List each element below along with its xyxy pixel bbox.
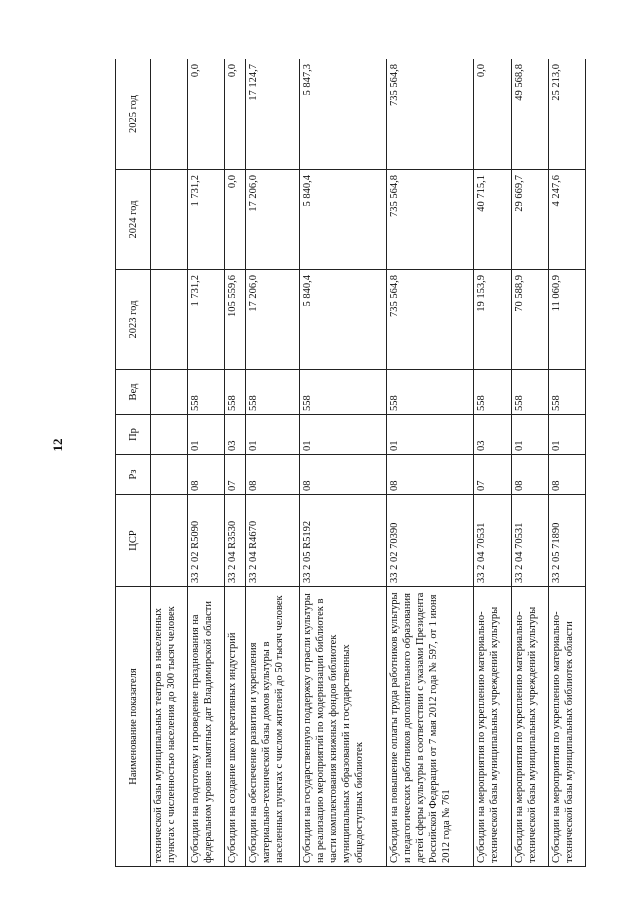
header-pr: Пр xyxy=(116,415,151,455)
cell-y2025: 49 568,8 xyxy=(511,59,548,170)
cell-name: Субсидии на повышение оплаты труда работников культуры и педагогических работников дополнительного образования детей сферы культуры в соответствии с указами Президента Российской Федерации от 7 мая 2012 года № 597, от 1 июня 2012 года № 761 xyxy=(387,587,474,867)
cell-ved xyxy=(151,370,188,415)
header-ved: Вед xyxy=(116,370,151,415)
cell-name: технической базы муниципальных театров в населенных пунктах с численностью населения до 300 тысяч человек xyxy=(151,587,188,867)
cell-pr: 03 xyxy=(474,415,511,455)
cell-y2023: 17 206,0 xyxy=(245,270,299,370)
cell-rz: 08 xyxy=(245,455,299,495)
cell-ved: 558 xyxy=(548,370,585,415)
header-2023: 2023 год xyxy=(116,270,151,370)
cell-rz: 08 xyxy=(188,455,225,495)
cell-name: Субсидии на мероприятия по укреплению материально-технической базы муниципальных учреждений культуры xyxy=(511,587,548,867)
cell-pr: 01 xyxy=(299,415,386,455)
cell-rz: 07 xyxy=(225,455,246,495)
cell-pr: 01 xyxy=(387,415,474,455)
cell-name: Субсидии на подготовку и проведение празднования на федеральном уровне памятных дат Владимирской области xyxy=(188,587,225,867)
rotated-table-area xyxy=(115,59,586,867)
table-row xyxy=(188,59,225,867)
cell-y2025: 25 213,0 xyxy=(548,59,585,170)
table-row xyxy=(151,59,188,867)
cell-rz: 08 xyxy=(511,455,548,495)
cell-y2023: 1 731,2 xyxy=(188,270,225,370)
header-row xyxy=(116,59,151,867)
cell-ved: 558 xyxy=(188,370,225,415)
budget-table xyxy=(115,59,586,867)
cell-name: Субсидии на создание школ креативных индустрий xyxy=(225,587,246,867)
table-row xyxy=(548,59,585,867)
cell-y2023 xyxy=(151,270,188,370)
cell-csr: 33 2 02 70390 xyxy=(387,495,474,587)
cell-y2025: 735 564,8 xyxy=(387,59,474,170)
cell-y2024: 4 247,6 xyxy=(548,170,585,270)
cell-y2023: 105 559,6 xyxy=(225,270,246,370)
cell-csr: 33 2 04 R4670 xyxy=(245,495,299,587)
cell-rz: 08 xyxy=(548,455,585,495)
table-row xyxy=(245,59,299,867)
cell-csr: 33 2 05 R5192 xyxy=(299,495,386,587)
cell-ved: 558 xyxy=(511,370,548,415)
cell-y2025: 0,0 xyxy=(188,59,225,170)
cell-y2025: 0,0 xyxy=(225,59,246,170)
cell-ved: 558 xyxy=(387,370,474,415)
cell-y2025: 17 124,7 xyxy=(245,59,299,170)
cell-y2023: 735 564,8 xyxy=(387,270,474,370)
cell-csr: 33 2 02 R5090 xyxy=(188,495,225,587)
cell-y2024: 29 669,7 xyxy=(511,170,548,270)
cell-ved: 558 xyxy=(245,370,299,415)
table-row xyxy=(387,59,474,867)
cell-pr: 01 xyxy=(188,415,225,455)
cell-csr: 33 2 04 R3530 xyxy=(225,495,246,587)
cell-y2024: 17 206,0 xyxy=(245,170,299,270)
cell-ved: 558 xyxy=(299,370,386,415)
cell-pr: 03 xyxy=(225,415,246,455)
cell-pr: 01 xyxy=(245,415,299,455)
cell-y2024: 0,0 xyxy=(225,170,246,270)
header-2025: 2025 год xyxy=(116,59,151,170)
cell-ved: 558 xyxy=(474,370,511,415)
cell-csr xyxy=(151,495,188,587)
cell-rz xyxy=(151,455,188,495)
cell-rz: 07 xyxy=(474,455,511,495)
cell-rz: 08 xyxy=(299,455,386,495)
cell-name: Субсидии на обеспечение развития и укрепления материально-технической базы домов культуры в населенных пунктах с числом жителей до 50 тысяч человек xyxy=(245,587,299,867)
cell-name: Субсидии на мероприятия по укреплению материально-технической базы муниципальных учреждений культуры xyxy=(474,587,511,867)
page-number: 12 xyxy=(50,438,65,452)
cell-y2024: 40 715,1 xyxy=(474,170,511,270)
cell-y2024: 735 564,8 xyxy=(387,170,474,270)
cell-rz: 08 xyxy=(387,455,474,495)
cell-y2025: 0,0 xyxy=(474,59,511,170)
cell-y2023: 70 588,9 xyxy=(511,270,548,370)
cell-csr: 33 2 04 70531 xyxy=(511,495,548,587)
header-csr: ЦСР xyxy=(116,495,151,587)
cell-y2024: 5 840,4 xyxy=(299,170,386,270)
cell-y2023: 5 840,4 xyxy=(299,270,386,370)
cell-csr: 33 2 04 70531 xyxy=(474,495,511,587)
table-row xyxy=(474,59,511,867)
cell-y2024: 1 731,2 xyxy=(188,170,225,270)
cell-pr: 01 xyxy=(511,415,548,455)
cell-pr xyxy=(151,415,188,455)
cell-name: Субсидии на государственную поддержку отрасли культуры на реализацию мероприятий по модернизации библиотек в части комплектования книжных фондов библиотек муниципальных образований и государственных общедоступных библиотек xyxy=(299,587,386,867)
cell-csr: 33 2 05 71890 xyxy=(548,495,585,587)
header-2024: 2024 год xyxy=(116,170,151,270)
cell-ved: 558 xyxy=(225,370,246,415)
cell-y2023: 19 153,9 xyxy=(474,270,511,370)
header-rz: Рз xyxy=(116,455,151,495)
cell-y2025: 5 847,3 xyxy=(299,59,386,170)
cell-name: Субсидии на мероприятия по укреплению материально-технической базы муниципальных библиотек области xyxy=(548,587,585,867)
cell-y2023: 11 060,9 xyxy=(548,270,585,370)
table-row xyxy=(225,59,246,867)
cell-pr: 01 xyxy=(548,415,585,455)
header-name: Наименование показателя xyxy=(116,587,151,867)
cell-y2024 xyxy=(151,170,188,270)
cell-y2025 xyxy=(151,59,188,170)
table-row xyxy=(299,59,386,867)
table-row xyxy=(511,59,548,867)
